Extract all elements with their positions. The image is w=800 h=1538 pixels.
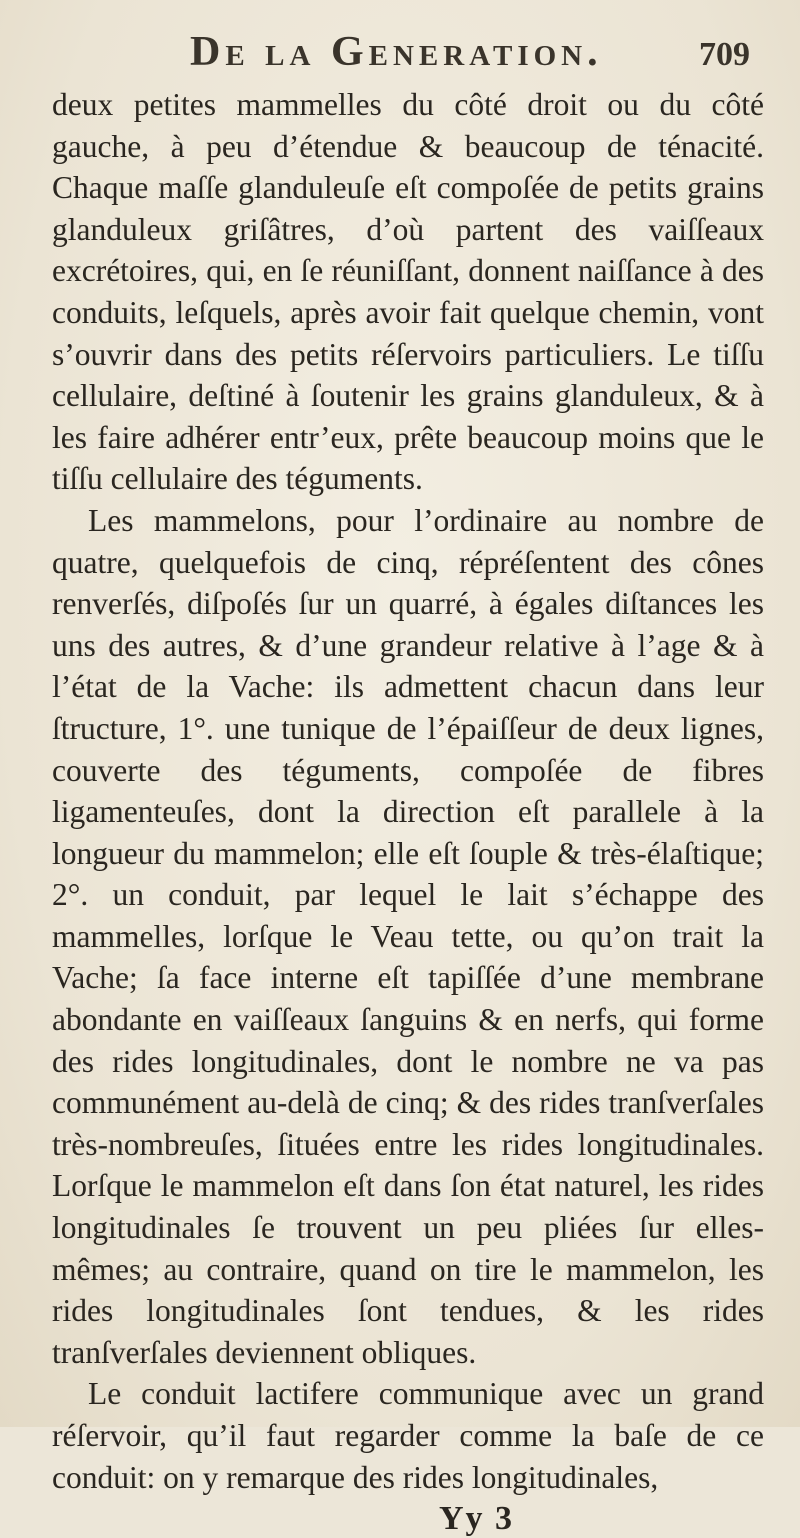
paragraph-1: deux petites mammelles du côté droit ou du côté gauche, à peu d’étendue & beaucoup de ténacité. Chaque maſſe glanduleuſe eſt compoſée de petits grains glanduleux griſâtres, d’où partent des vaiſſeaux excrétoires, qui, en ſe réuniſſant, donnent naiſſance à des conduits, leſquels, après avoir fait quelque chemin, vont s’ouvrir dans des petits réſervoirs particuliers. Le tiſſu cellulaire, deſtiné à ſoutenir les grains glanduleux, & à les faire adhérer entr’eux, prête beaucoup moins que le tiſſu cellulaire des téguments. — [52, 87, 764, 497]
paragraph-3: Le conduit lactifere communique avec un grand réſervoir, qu’il faut regarder comme la baſe de ce conduit: on y remarque des rides longitudinales, — [52, 1376, 764, 1495]
running-head — [52, 28, 764, 84]
paragraph-2: Les mammelons, pour l’ordinaire au nombre de quatre, quelquefois de cinq, répréſentent des cônes renverſés, diſpoſés ſur un quarré, à égales diſtances les uns des autres, & d’une grandeur relative à l’age & à l’état de la Vache: ils admettent chacun dans leur ſtructure, 1°. une tunique de l’épaiſſeur de deux lignes, couverte des téguments, compoſée de fibres ligamenteuſes, dont la direction eſt parallele à la longueur du mammelon; elle eſt ſouple & très-élaſtique; 2°. un conduit, par lequel le lait s’échappe des mammelles, lorſque le Veau tette, ou qu’on trait la Vache; ſa face interne eſt tapiſſée d’une membrane abondante en vaiſſeaux ſanguins & en nerfs, qui forme des rides longitudinales, dont le nombre ne va pas communément au-delà de cinq; & des rides tranſverſales très-nombreuſes, ſituées entre les rides longitudinales. Lorſque le mammelon eſt dans ſon état naturel, les rides longitudinales ſe trouvent un peu pliées ſur elles-mêmes; au contraire, quand on tire le mammelon, les rides longitudinales ſont tendues, & les rides tranſverſales deviennent obliques. — [52, 502, 764, 1370]
signature-mark: Yy 3 — [438, 1500, 514, 1538]
page-number: 709 — [699, 36, 750, 73]
body-text — [52, 84, 764, 1498]
running-title: De la Generation. — [190, 29, 603, 75]
